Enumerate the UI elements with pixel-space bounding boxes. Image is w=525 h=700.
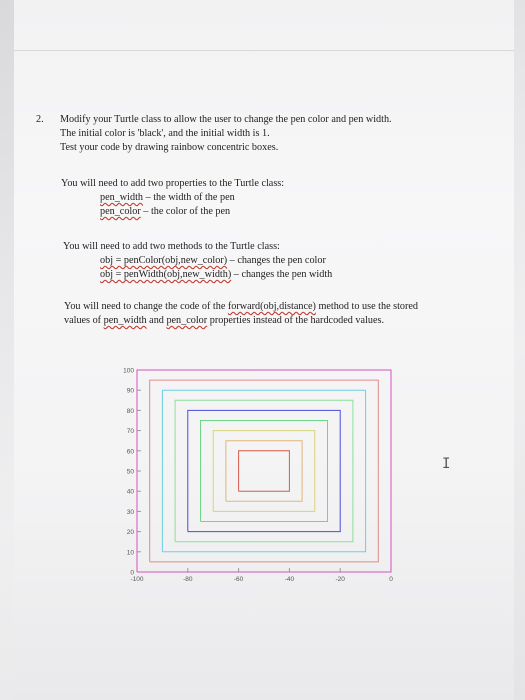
y-tick-label: 90 — [126, 387, 134, 395]
box-series-line — [213, 431, 315, 512]
page-divider — [14, 50, 514, 51]
box-series-line — [226, 441, 302, 502]
method-desc: – changes the pen width — [233, 269, 333, 280]
box-series-line — [162, 390, 365, 552]
forward-line-1 — [64, 300, 418, 313]
x-tick-label: 0 — [389, 576, 393, 583]
method-item — [100, 268, 332, 281]
method-code: obj = penWidth(obj,new_width) — [100, 269, 232, 280]
y-tick-label: 20 — [126, 529, 134, 537]
property-item — [100, 205, 230, 218]
y-tick-label: 0 — [130, 569, 134, 577]
x-tick-label: -20 — [335, 576, 345, 583]
y-tick-label: 40 — [126, 488, 134, 496]
question-line-1: Modify your Turtle class to allow the user to change the pen color and pen width. — [60, 114, 392, 125]
y-tick-label: 30 — [126, 508, 134, 516]
forward-text: and — [146, 315, 167, 326]
methods-intro: You will need to add two methods to the Turtle class: — [63, 241, 280, 252]
property-desc: – the width of the pen — [145, 192, 235, 203]
forward-code: pen_width — [103, 315, 147, 326]
forward-text: values of — [64, 315, 104, 326]
method-code: obj = penColor(obj,new_color) — [100, 255, 228, 266]
question-line-3: Test your code by drawing rainbow concentric boxes. — [60, 142, 279, 153]
chart-svg — [109, 362, 399, 592]
method-desc: – changes the pen color — [229, 255, 326, 266]
y-tick-label: 100 — [123, 367, 134, 375]
box-series-line — [150, 380, 379, 562]
y-tick-label: 50 — [126, 468, 134, 476]
question-line-2: The initial color is 'black', and the initial width is 1. — [60, 128, 270, 139]
properties-intro: You will need to add two properties to the Turtle class: — [61, 178, 285, 189]
forward-text: method to use the stored — [315, 301, 419, 312]
box-series-line — [188, 410, 340, 531]
forward-text: You will need to change the code of the — [64, 301, 228, 312]
box-series-line — [201, 421, 328, 522]
x-tick-label: -40 — [284, 576, 295, 583]
x-tick-label: -80 — [183, 576, 193, 583]
x-tick-label: -100 — [130, 576, 144, 583]
property-desc: – the color of the pen — [143, 206, 231, 217]
document-page — [14, 0, 514, 700]
forward-code: forward(obj,distance) — [227, 301, 316, 312]
property-name: pen_color — [100, 206, 141, 217]
y-tick-label: 10 — [126, 549, 134, 557]
x-tick-label: -60 — [233, 576, 244, 583]
forward-line-2 — [64, 314, 384, 327]
concentric-boxes-chart — [109, 362, 399, 592]
property-name: pen_width — [100, 192, 144, 203]
forward-text: properties instead of the hardcoded values. — [207, 315, 384, 326]
forward-code: pen_color — [166, 315, 208, 326]
question-number: 2. — [36, 114, 44, 125]
y-tick-label: 80 — [126, 407, 134, 415]
y-tick-label: 70 — [126, 428, 134, 436]
property-item — [100, 191, 235, 204]
method-item — [100, 254, 326, 267]
text-cursor-icon: I — [442, 456, 451, 472]
box-series-line — [239, 451, 290, 491]
y-tick-label: 60 — [126, 448, 134, 456]
box-series-line — [175, 400, 353, 541]
